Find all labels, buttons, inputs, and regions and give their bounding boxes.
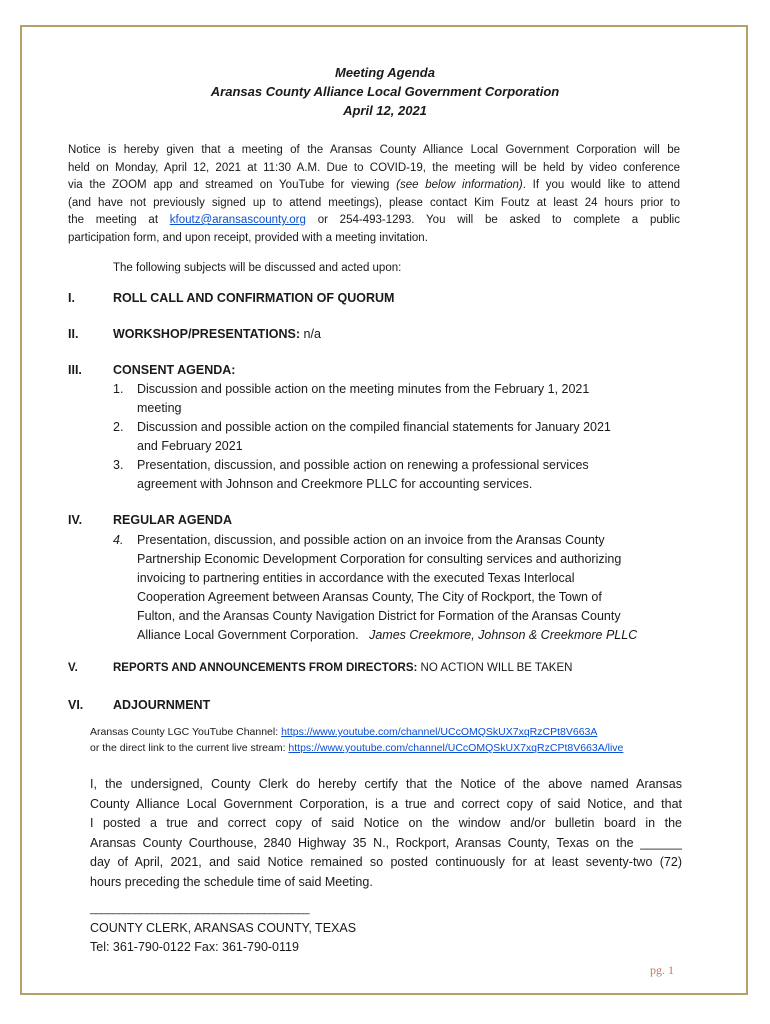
signature-line: _______________________________________ (90, 903, 310, 915)
section-adjournment: ADJOURNMENT (113, 698, 211, 712)
section-number: VI. (68, 698, 84, 712)
organization-name: Aransas County Alliance Local Government Corporation (210, 84, 560, 99)
certification-paragraph: I, the undersigned, County Clerk do hereby certify that the Notice of the above named Aransas County Alliance Local Government Corporation, is a true and correct copy of said Notice, and that I posted a true and correct copy of said Notice on the window and/or bulletin board in the Aransas County Courthouse, 2840 Highway 35 N., Rockport, Aransas County, Texas on the ______ day of April, 2021, and said Notice remained so posted continuously for at least seventy-two (72) hours preceding the schedule time of said Meeting. (90, 777, 682, 889)
live-stream-link[interactable]: https://www.youtube.com/channel/UCcOMQSkUX7xqRzCPt8V663A/live (288, 742, 624, 754)
section-roll-call: ROLL CALL AND CONFIRMATION OF QUORUM (113, 291, 395, 305)
section-number: V. (68, 662, 78, 674)
youtube-channel-link[interactable]: https://www.youtube.com/channel/UCcOMQSkUX7xqRzCPt8V663A (281, 726, 598, 738)
notice-line: Notice is hereby given that a meeting of the Aransas County Alliance Local Government Corporation will be (68, 144, 680, 156)
agenda-item: 2. Discussion and possible action on the compiled financial statements for January 2021 and February 2021 (113, 420, 611, 453)
meeting-date: April 12, 2021 (343, 103, 427, 118)
clerk-contact: Tel: 361-790-0122 Fax: 361-790-0119 (90, 940, 299, 954)
agenda-item: 1. Discussion and possible action on the meeting minutes from the February 1, 2021 meeting (113, 382, 590, 415)
section-number: II. (68, 327, 79, 341)
notice-line: the meeting at kfoutz@aransascounty.org or 254-493-1293. You will be asked to complete a public (68, 214, 680, 226)
agenda-item: 3. Presentation, discussion, and possible action on renewing a professional services agreement with Johnson and Creekmore PLLC for accounting services. (113, 458, 589, 491)
notice-line: held on Monday, April 12, 2021 at 11:30 A.M. Due to COVID-19, the meeting will be held by video conference (68, 161, 680, 174)
agenda-title: Meeting Agenda (335, 65, 435, 80)
section-consent-agenda: CONSENT AGENDA: (113, 363, 236, 377)
notice-line: participation form, and upon receipt, provided with a meeting invitation. (68, 231, 428, 244)
section-number: III. (68, 363, 82, 377)
section-workshop: WORKSHOP/PRESENTATIONS: n/a (113, 327, 321, 341)
section-number: I. (68, 291, 75, 305)
see-below-note: (see below information) (396, 179, 523, 191)
agenda-item: 4. Presentation, discussion, and possible action on an invoice from the Aransas County Partnership Economic Development Corporation for consulting services and authorizing invoicing to partnering entities in accordance with the executed Texas Interlocal Cooperation Agreement between Aransas County, The City of Rockport, the Town of Fulton, and the Aransas County Navigation District for Formation of the Aransas County Alliance Local Government Corporation. James Creekmore, Johnson & Creekmore PLLC (113, 533, 638, 642)
section-regular-agenda: REGULAR AGENDA (113, 513, 232, 527)
intro-line: The following subjects will be discussed and acted upon: (113, 262, 402, 274)
notice-line: via the ZOOM app and streamed on YouTube for viewing (see below information). If you would like to attend (68, 179, 680, 191)
presenter-name: James Creekmore, Johnson & Creekmore PLLC (369, 628, 638, 642)
notice-line: (and have not previously signed up to attend meetings), please contact Kim Foutz at least 24 hours prior to (68, 196, 680, 209)
notice-paragraph (68, 142, 680, 247)
clerk-title: COUNTY CLERK, ARANSAS COUNTY, TEXAS (90, 921, 357, 935)
section-number: IV. (68, 513, 83, 527)
live-stream-line: or the direct link to the current live stream: https://www.youtube.com/channel/UCcOMQSkUX7xqRzCPt8V663A/live (90, 742, 624, 754)
section-reports: REPORTS AND ANNOUNCEMENTS FROM DIRECTORS: NO ACTION WILL BE TAKEN (113, 662, 573, 674)
youtube-channel-line: Aransas County LGC YouTube Channel: https://www.youtube.com/channel/UCcOMQSkUX7xqRzCPt8V663A (90, 726, 598, 738)
page-number: pg. 1 (650, 963, 674, 977)
contact-email-link[interactable]: kfoutz@aransascounty.org (169, 214, 306, 226)
